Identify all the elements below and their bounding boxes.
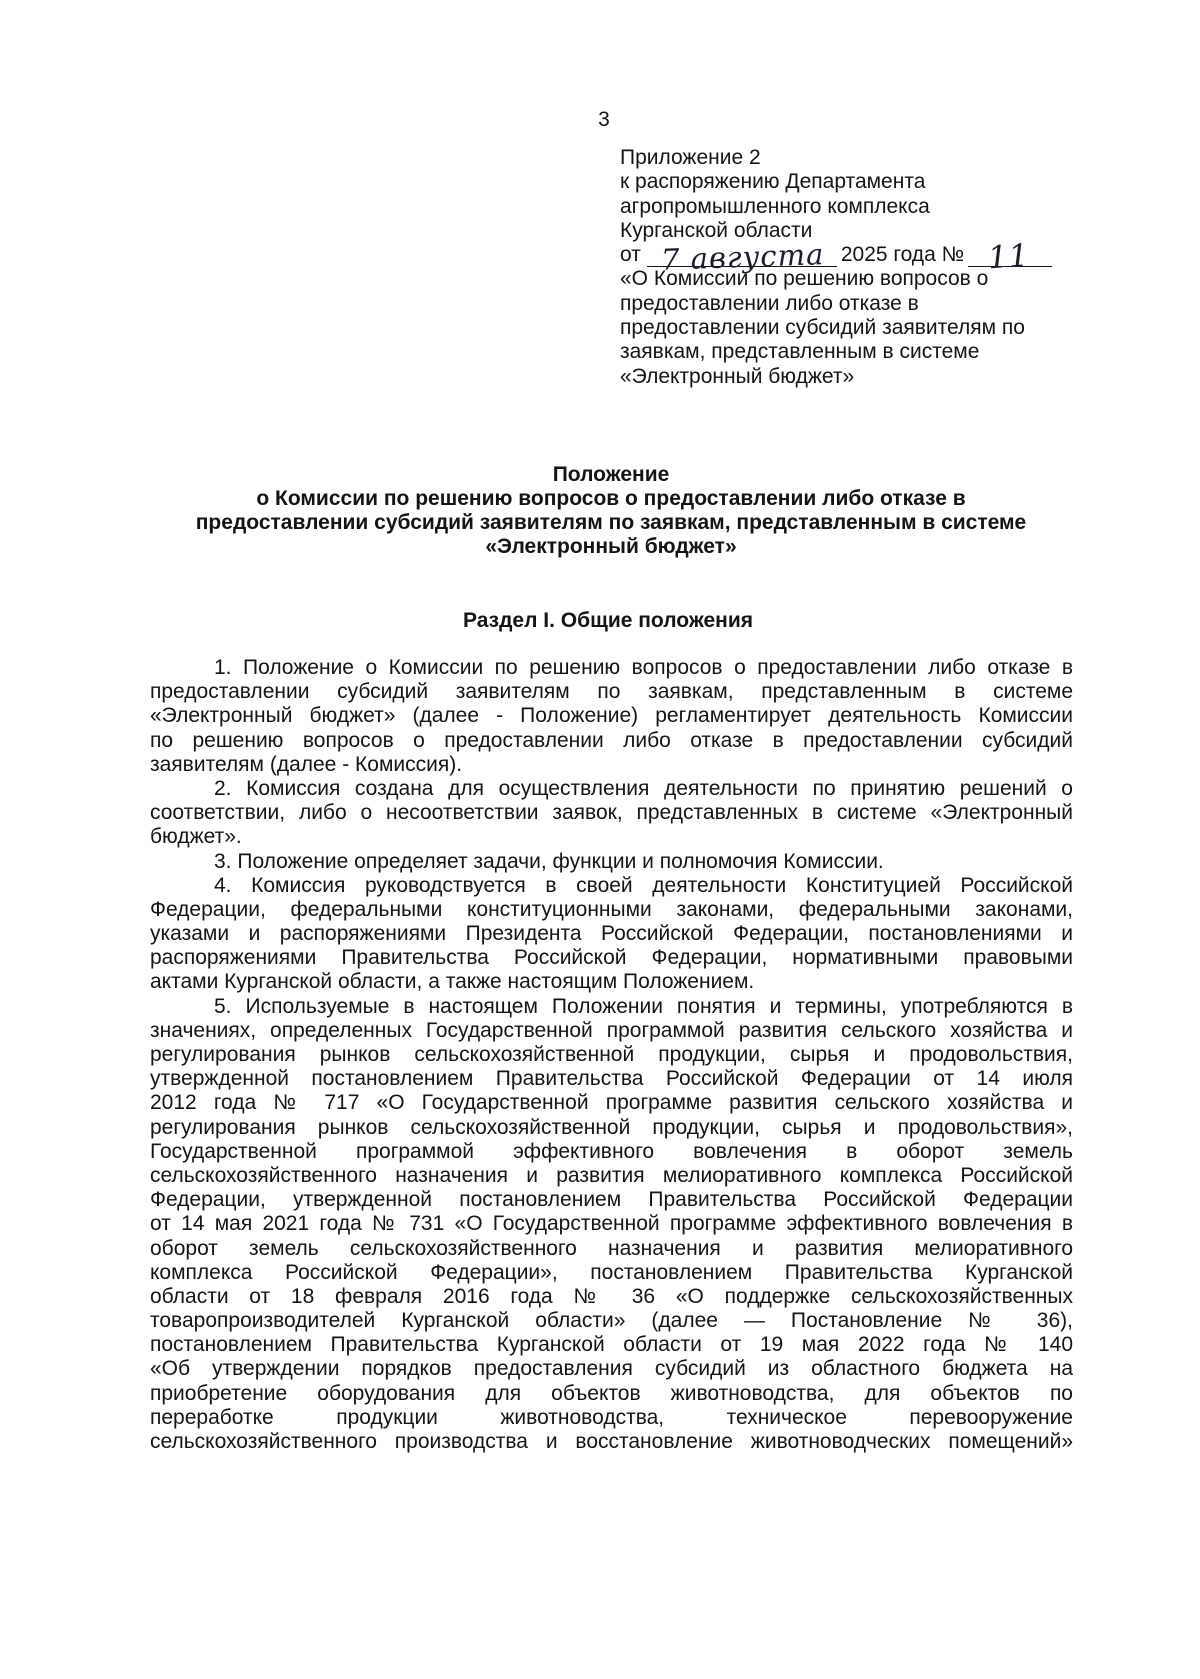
body-line: 5. Используемые в настоящем Положении понятия и термины, употребляются в — [214, 994, 1073, 1018]
date-field — [647, 237, 837, 278]
title-line: «Электронный бюджет» — [485, 535, 737, 558]
appendix-line: заявкам, представленным в системе — [620, 340, 980, 364]
paragraph-5 — [150, 995, 1073, 1455]
year-label: 2025 года № — [840, 243, 965, 267]
appendix-line: предоставлении субсидий заявителям по — [620, 316, 1025, 340]
body-line: заявителям (далее - Комиссия). — [150, 752, 463, 776]
body-line: 2. Комиссия создана для осуществления деятельности по принятию решений о — [214, 776, 1073, 800]
body-text — [150, 656, 1073, 1454]
paragraph-2 — [150, 777, 1073, 850]
title-line: Положение — [552, 463, 670, 486]
handwritten-date: 7 августа — [660, 237, 825, 278]
body-line: приобретение оборудования для объектов животноводства, для объектов по — [150, 1381, 1073, 1405]
body-line: Федерации, федеральными конституционными законами, федеральными законами, — [150, 897, 1073, 921]
appendix-date-line — [620, 237, 1180, 278]
body-line: значениях, определенных Государственной программой развития сельского хозяйства и — [150, 1018, 1073, 1042]
appendix-block — [620, 146, 1180, 389]
body-line: бюджет». — [150, 825, 242, 849]
body-line: Государственной программой эффективного вовлечения в оборот земель — [150, 1139, 1073, 1163]
body-line: комплекса Российской Федерации», постановлением Правительства Курганской — [150, 1260, 1073, 1284]
body-line: утвержденной постановлением Правительства Российской Федерации от 14 июля — [150, 1067, 1073, 1091]
paragraph-1 — [150, 656, 1073, 777]
body-line: указами и распоряжениями Президента Российской Федерации, постановлениями и — [150, 922, 1073, 946]
body-line: области от 18 февраля 2016 года № 36 «О поддержке сельскохозяйственных — [150, 1284, 1073, 1308]
appendix-line: Приложение 2 — [620, 146, 761, 169]
appendix-line: к распоряжению Департамента — [620, 170, 926, 194]
body-line: товаропроизводителей Курганской области» (далее — Постановление № 36), — [150, 1309, 1073, 1333]
section-heading: Раздел I. Общие положения — [463, 609, 753, 632]
body-line: от 14 мая 2021 года № 731 «О Государственной программе эффективного вовлечения в — [150, 1212, 1073, 1236]
handwritten-number: 11 — [986, 237, 1031, 277]
appendix-line: «Электронный бюджет» — [620, 364, 855, 388]
body-line: предоставлении субсидий заявителям по заявкам, представленным в системе — [150, 680, 1073, 704]
body-line: оборот земель сельскохозяйственного назначения и развития мелиоративного — [150, 1236, 1073, 1260]
body-line: 3. Положение определяет задачи, функции и полномочия Комиссии. — [214, 849, 884, 873]
body-line: по решению вопросов о предоставлении либо отказе в предоставлении субсидий — [150, 728, 1073, 752]
paragraph-3 — [150, 850, 1073, 874]
body-line: 2012 года № 717 «О Государственной программе развития сельского хозяйства и — [150, 1091, 1073, 1115]
body-line: «Электронный бюджет» (далее - Положение) регламентирует деятельность Комиссии — [150, 704, 1073, 728]
body-line: 4. Комиссия руководствуется в своей деятельности Конституцией Российской — [214, 873, 1073, 897]
date-prefix: от — [620, 243, 641, 267]
appendix-line: Курганской области — [620, 218, 813, 242]
body-line: соответствии, либо о несоответствии заявок, представленных в системе «Электронный — [150, 801, 1073, 825]
appendix-line: предоставлении либо отказе в — [620, 291, 919, 315]
title-line: предоставлении субсидий заявителям по заявкам, представленным в системе — [195, 511, 1027, 534]
body-line: «Об утверждении порядков предоставления субсидий из областного бюджета на — [150, 1357, 1073, 1381]
body-line: сельскохозяйственного назначения и развития мелиоративного комплекса Российской — [150, 1163, 1073, 1187]
paragraph-4 — [150, 874, 1073, 995]
appendix-line: агропромышленного комплекса — [620, 194, 930, 218]
body-line: Федерации, утвержденной постановлением Правительства Российской Федерации — [150, 1188, 1073, 1212]
body-line: распоряжениями Правительства Российской Федерации, нормативными правовыми — [150, 946, 1073, 970]
body-line: регулирования рынков сельскохозяйственной продукции, сырья и продовольствия, — [150, 1043, 1073, 1066]
body-line: 1. Положение о Комиссии по решению вопросов о предоставлении либо отказе в — [214, 656, 1073, 679]
document-title — [150, 463, 1072, 559]
page-number: 3 — [598, 108, 610, 131]
body-line: постановлением Правительства Курганской области от 19 мая 2022 года № 140 — [150, 1333, 1073, 1357]
body-line: актами Курганской области, а также настоящим Положением. — [150, 970, 755, 994]
number-field — [968, 237, 1052, 277]
body-line: регулирования рынков сельскохозяйственной продукции, сырья и продовольствия», — [150, 1115, 1073, 1139]
appendix-line: «О Комиссии по решению вопросов о — [620, 267, 989, 291]
body-line: переработке продукции животноводства, техническое перевооружение — [150, 1405, 1073, 1429]
title-line: о Комиссии по решению вопросов о предоставлении либо отказе в — [256, 487, 966, 510]
body-line: сельскохозяйственного производства и восстановление животноводческих помещений» — [150, 1430, 1073, 1453]
